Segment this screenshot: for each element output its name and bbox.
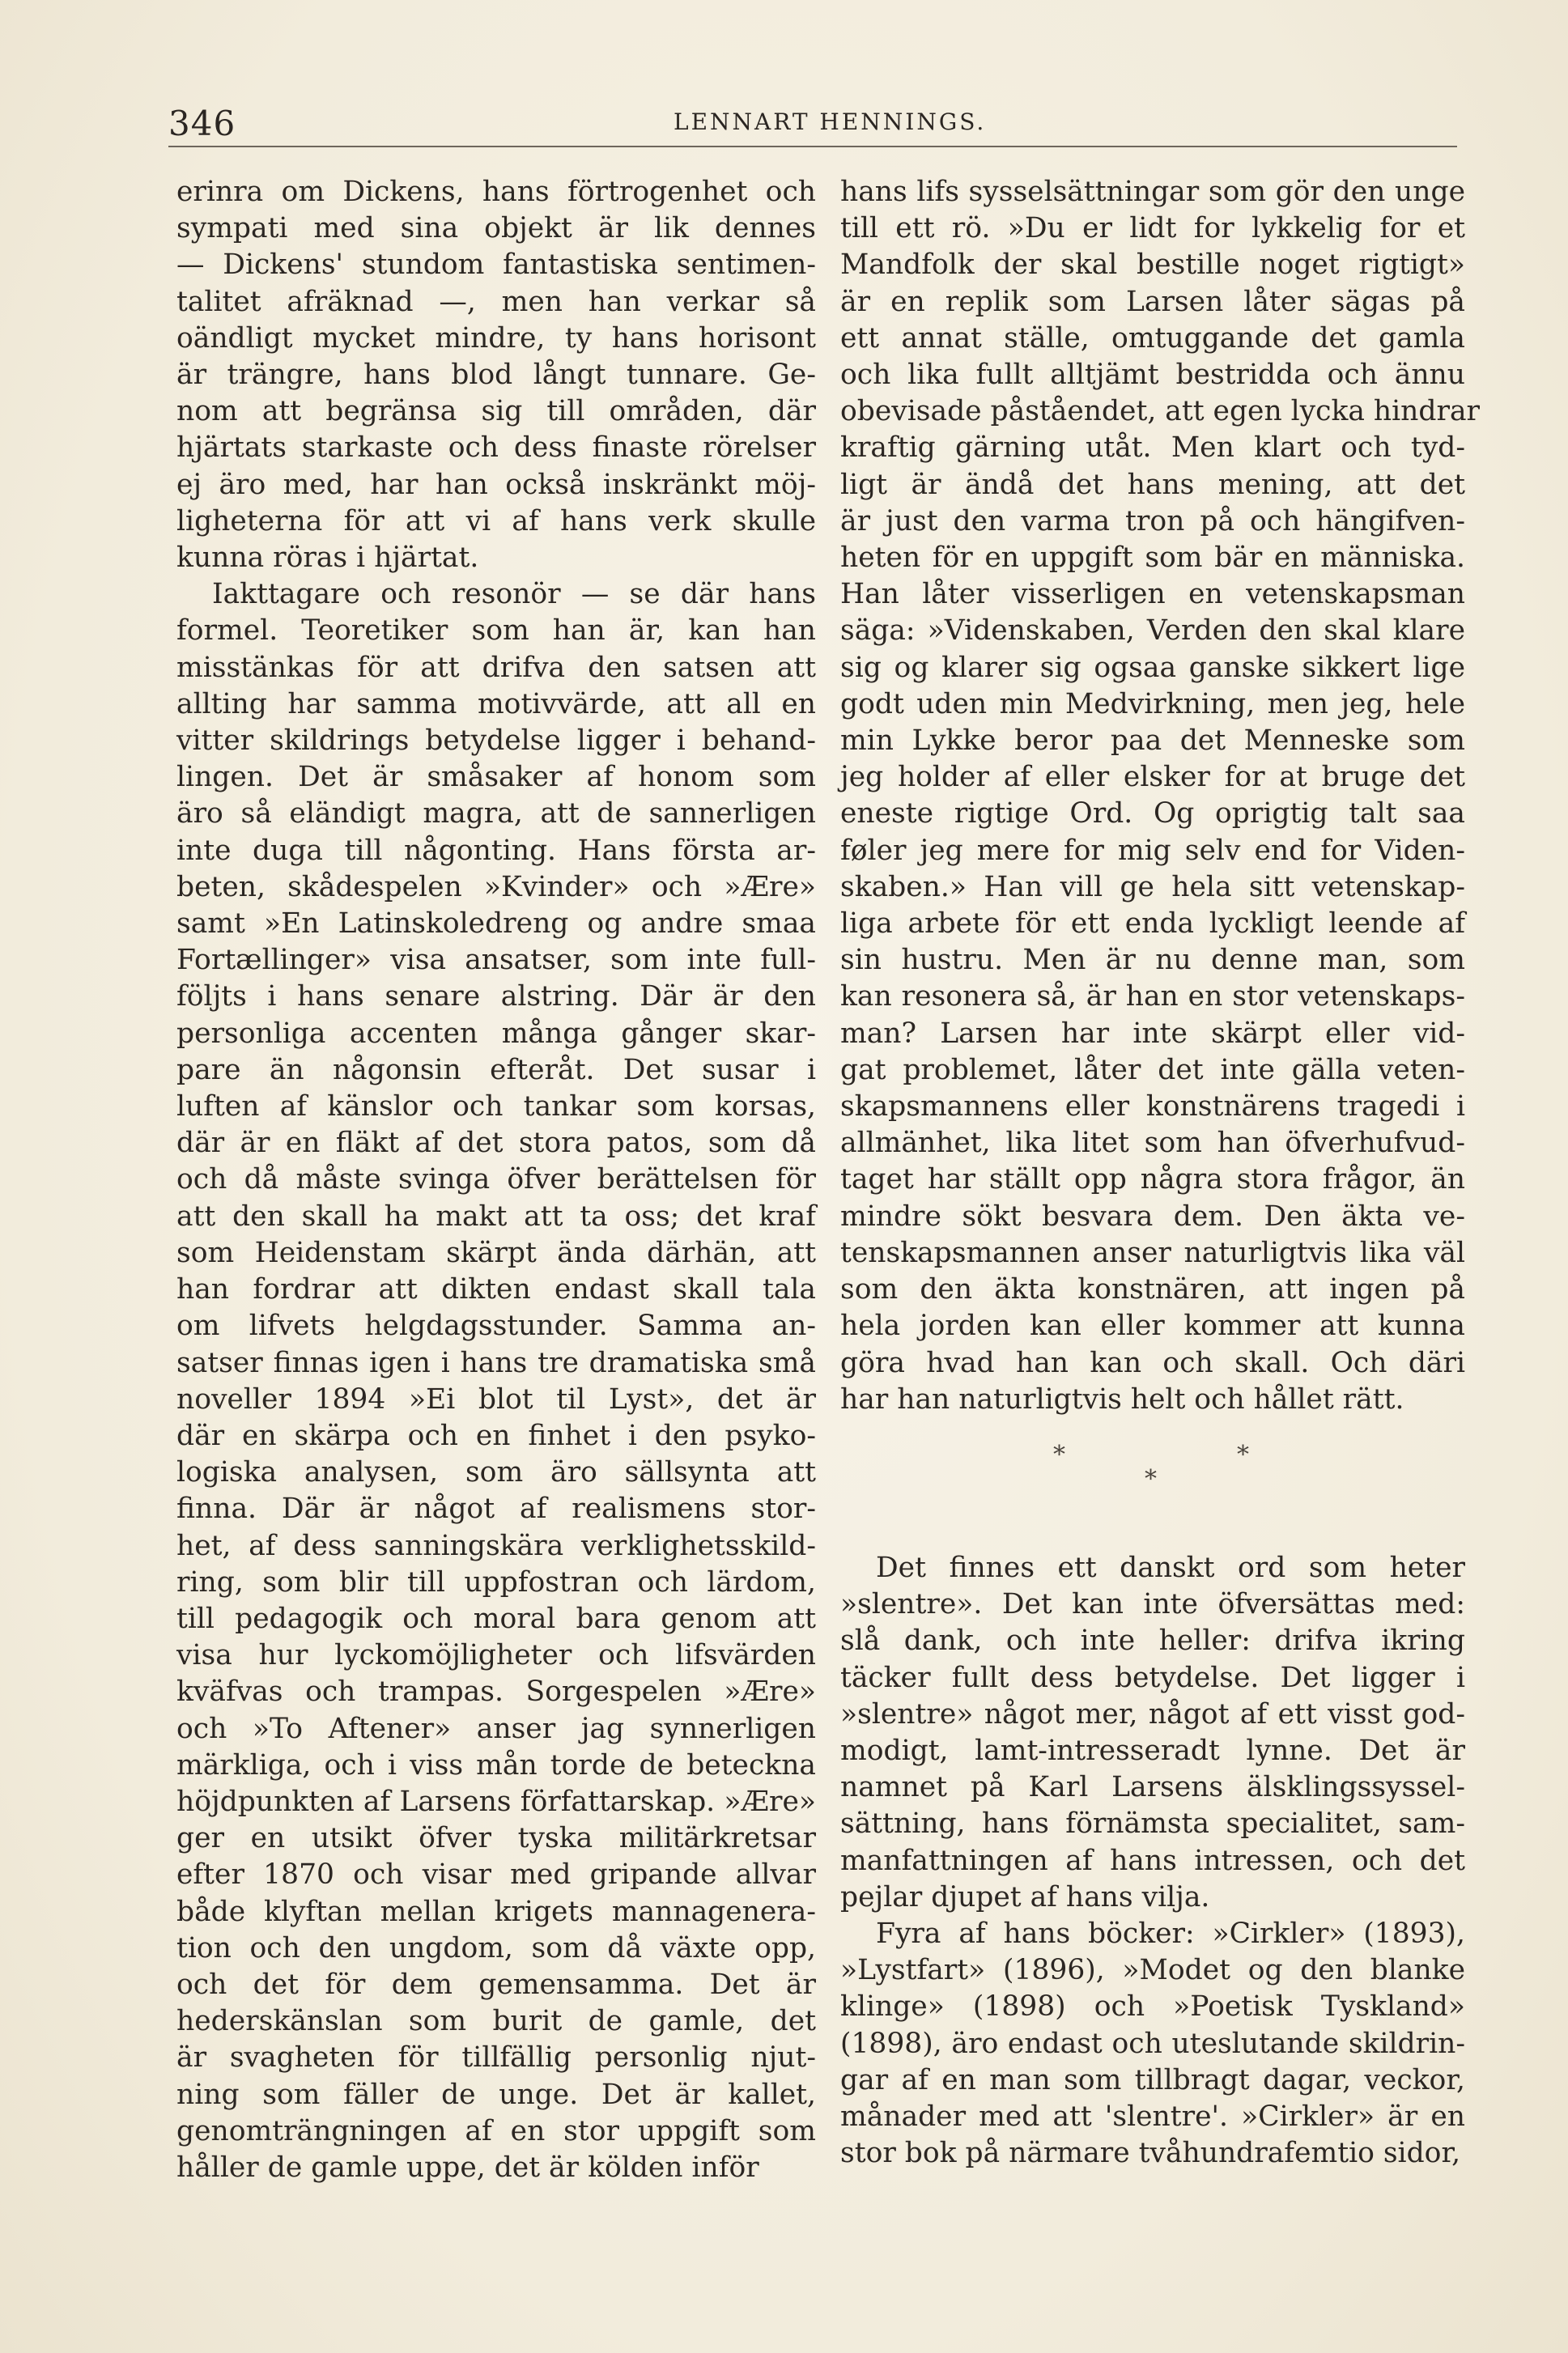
separator-star: * — [1145, 1465, 1157, 1493]
text-line: höjdpunkten af Larsens författarskap. »Ære» — [176, 1785, 816, 1818]
text-line: som Heidenstam skärpt ända därhän, att — [176, 1236, 816, 1269]
text-line: visa hur lyckomöjligheter och lifsvärden — [176, 1639, 816, 1672]
text-line: sin hustru. Men är nu denne man, som — [840, 944, 1465, 977]
text-line: säga: »Videnskaben, Verden den skal klare — [840, 614, 1465, 648]
text-line: där är en fläkt af det stora patos, som då — [176, 1127, 816, 1160]
text-line: pare än någonsin efteråt. Det susar i — [176, 1053, 816, 1086]
text-line: märkliga, och i viss mån torde de beteckna — [176, 1748, 816, 1782]
text-line: ligt är ändå det hans mening, att det — [840, 468, 1465, 501]
text-line: Mandfolk der skal bestille noget rigtigt» — [840, 248, 1465, 282]
text-line: (1898), äro endast och uteslutande skildrin- — [840, 2027, 1465, 2060]
text-line: är just den varma tron på och hängifven- — [840, 504, 1465, 537]
text-line: skapsmannens eller konstnärens tragedi i — [840, 1090, 1465, 1123]
text-line: obevisade påståendet, att egen lycka hindrar — [840, 395, 1481, 428]
text-line: het, af dess sanningskära verklighetsskild- — [176, 1529, 816, 1562]
text-line: sig og klarer sig ogsaa ganske sikkert lige — [840, 651, 1465, 684]
text-line: kan resonera så, är han en stor vetenskaps- — [840, 980, 1465, 1013]
text-line: till ett rö. »Du er lidt for lykkelig for et — [840, 212, 1465, 245]
text-line: erinra om Dickens, hans förtrogenhet och — [176, 176, 816, 208]
text-line: pejlar djupet af hans vilja. — [840, 1880, 1210, 1913]
text-line: allmänhet, lika litet som han öfverhufvud- — [840, 1127, 1465, 1160]
text-line: logiska analysen, som äro sällsynta att — [176, 1456, 816, 1489]
right-column — [840, 174, 1481, 1418]
text-line: där en skärpa och en finhet i den psyko- — [176, 1419, 816, 1452]
text-line: och »To Aftener» anser jag synnerligen — [176, 1712, 816, 1745]
text-line: och lika fullt alltjämt bestridda och ännu — [840, 359, 1465, 392]
text-line: ligheterna för att vi af hans verk skulle — [176, 504, 816, 537]
text-line: eneste rigtige Ord. Og oprigtig talt saa — [840, 797, 1465, 830]
page-header — [168, 96, 1457, 152]
separator-star: * — [1053, 1441, 1065, 1469]
text-line: täcker fullt dess betydelse. Det ligger i — [840, 1661, 1465, 1694]
left-column — [176, 174, 816, 2186]
text-line: Iakttagare och resonör — se där hans — [212, 578, 816, 611]
text-line: namnet på Karl Larsens älsklingssyssel- — [840, 1771, 1465, 1804]
text-line: allting har samma motivvärde, att all en — [176, 687, 816, 720]
text-line: mindre sökt besvara dem. Den äkta ve- — [840, 1200, 1465, 1233]
section-separator — [840, 1441, 1465, 1506]
text-line: ning som fäller de unge. Det är kallet, — [176, 2078, 816, 2111]
text-line: hjärtats starkaste och dess finaste rörelser — [176, 431, 816, 465]
text-line: heten för en uppgift som bär en människa. — [840, 542, 1465, 575]
text-line: føler jeg mere for mig selv end for Viden- — [840, 834, 1465, 867]
text-line: noveller 1894 »Ei blot til Lyst», det är — [176, 1382, 816, 1416]
text-line: liga arbete för ett enda lyckligt leende af — [840, 907, 1465, 941]
text-line: kväfvas och trampas. Sorgespelen »Ære» — [176, 1676, 816, 1709]
right-column-section-2 — [840, 1550, 1465, 2172]
text-line: ring, som blir till uppfostran och lärdom, — [176, 1565, 816, 1599]
text-line: slå dank, och inte heller: drifva ikring — [840, 1625, 1465, 1658]
text-line: håller de gamle uppe, det är kölden inför — [176, 2151, 759, 2184]
text-line: som den äkta konstnären, att ingen på — [840, 1273, 1465, 1306]
text-line: tion och den ungdom, som då växte opp, — [176, 1931, 816, 1964]
text-line: ger en utsikt öfver tyska militärkretsar — [176, 1822, 816, 1855]
text-line: och det för dem gemensamma. Det är — [176, 1968, 816, 2001]
text-line: är en replik som Larsen låter sägas på — [840, 285, 1465, 318]
text-line: genomträngningen af en stor uppgift som — [176, 2114, 816, 2147]
text-line: ej äro med, har han också inskränkt möj- — [176, 468, 816, 501]
text-line: samt »En Latinskoledreng og andre smaa — [176, 907, 816, 941]
text-line: godt uden min Medvirkning, men jeg, hele — [840, 687, 1465, 720]
text-line: gar af en man som tillbragt dagar, veckor, — [840, 2063, 1465, 2096]
text-line: oändligt mycket mindre, ty hans horisont — [176, 321, 816, 355]
text-line: är trängre, hans blod långt tunnare. Ge- — [176, 359, 816, 392]
text-line: hederskänslan som burit de gamle, det — [176, 2005, 816, 2038]
text-line: taget har ställt opp några stora frågor, än — [840, 1163, 1465, 1196]
text-line: finna. Där är något af realismens stor- — [176, 1493, 816, 1526]
running-title: LENNART HENNINGS. — [674, 108, 987, 135]
text-line: jeg holder af eller elsker for at bruge det — [840, 761, 1465, 794]
header-rule — [168, 146, 1457, 147]
text-line: om lifvets helgdagsstunder. Samma an- — [176, 1310, 816, 1343]
text-line: har han naturligtvis helt och hållet rätt. — [840, 1382, 1404, 1416]
text-line: min Lykke beror paa det Menneske som — [840, 724, 1465, 758]
text-line: till pedagogik och moral bara genom att — [176, 1602, 816, 1635]
text-line: satser finnas igen i hans tre dramatiska små — [176, 1346, 816, 1379]
text-line: är svagheten för tillfällig personlig njut- — [176, 2041, 816, 2075]
text-line: Det finnes ett danskt ord som heter — [876, 1552, 1465, 1584]
text-line: efter 1870 och visar med gripande allvar — [176, 1858, 816, 1892]
text-line: misstänkas för att drifva den satsen att — [176, 651, 816, 684]
text-line: och då måste svinga öfver berättelsen för — [176, 1163, 816, 1196]
text-line: månader med att 'slentre'. »Cirkler» är en — [840, 2100, 1465, 2134]
text-line: personliga accenten många gånger skar- — [176, 1017, 816, 1050]
text-line: Fortællinger» visa ansatser, som inte full- — [176, 944, 816, 977]
text-line: hela jorden kan eller kommer att kunna — [840, 1310, 1465, 1343]
text-line: kraftig gärning utåt. Men klart och tyd- — [840, 431, 1465, 465]
text-line: att den skall ha makt att ta oss; det kraf — [176, 1200, 816, 1233]
text-line: sympati med sina objekt är lik dennes — [176, 212, 816, 245]
text-line: beten, skådespelen »Kvinder» och »Ære» — [176, 870, 816, 903]
text-line: formel. Teoretiker som han är, kan han — [176, 614, 816, 648]
text-line: »slentre». Det kan inte öfversättas med: — [840, 1588, 1465, 1621]
text-line: skaben.» Han vill ge hela sitt vetenskap- — [840, 870, 1465, 903]
text-line: Fyra af hans böcker: »Cirkler» (1893), — [876, 1918, 1465, 1951]
text-line: gat problemet, låter det inte gälla veten- — [840, 1053, 1465, 1086]
text-line: talitet afräknad —, men han verkar så — [176, 285, 816, 318]
text-line: kunna röras i hjärtat. — [176, 542, 479, 575]
page-number: 346 — [168, 104, 236, 143]
text-line: följts i hans senare alstring. Där är den — [176, 980, 816, 1013]
text-line: han fordrar att dikten endast skall tala — [176, 1273, 816, 1306]
text-line: »slentre» något mer, något af ett visst god- — [840, 1697, 1465, 1731]
text-line: luften af känslor och tankar som korsas, — [176, 1090, 816, 1123]
text-line: Han låter visserligen en vetenskapsman — [840, 578, 1465, 611]
text-line: man? Larsen har inte skärpt eller vid- — [840, 1017, 1465, 1050]
text-line: göra hvad han kan och skall. Och däri — [840, 1346, 1465, 1379]
text-line: klinge» (1898) och »Poetisk Tyskland» — [840, 1990, 1465, 2024]
text-line: lingen. Det är småsaker af honom som — [176, 761, 816, 794]
text-line: modigt, lamt-intresseradt lynne. Det är — [840, 1735, 1465, 1768]
text-line: »Lystfart» (1896), »Modet og den blanke — [840, 1954, 1465, 1987]
separator-star: * — [1237, 1441, 1249, 1469]
text-line: nom att begränsa sig till områden, där — [176, 395, 816, 428]
text-line: både klyftan mellan krigets mannagenera- — [176, 1895, 816, 1928]
text-line: manfattningen af hans intressen, och det — [840, 1844, 1465, 1877]
text-line: vitter skildrings betydelse ligger i behand- — [176, 724, 816, 758]
text-line: hans lifs sysselsättningar som gör den unge — [840, 176, 1465, 208]
text-line: — Dickens' stundom fantastiska sentimen- — [176, 248, 816, 282]
text-line: sättning, hans förnämsta specialitet, sam- — [840, 1807, 1465, 1841]
text-line: stor bok på närmare tvåhundrafemtio sidor, — [840, 2137, 1461, 2170]
text-line: tenskapsmannen anser naturligtvis lika väl — [840, 1236, 1465, 1269]
text-line: ett annat ställe, omtuggande det gamla — [840, 321, 1465, 355]
text-line: inte duga till någonting. Hans första ar- — [176, 834, 816, 867]
text-line: äro så eländigt magra, att de sannerligen — [176, 797, 816, 830]
